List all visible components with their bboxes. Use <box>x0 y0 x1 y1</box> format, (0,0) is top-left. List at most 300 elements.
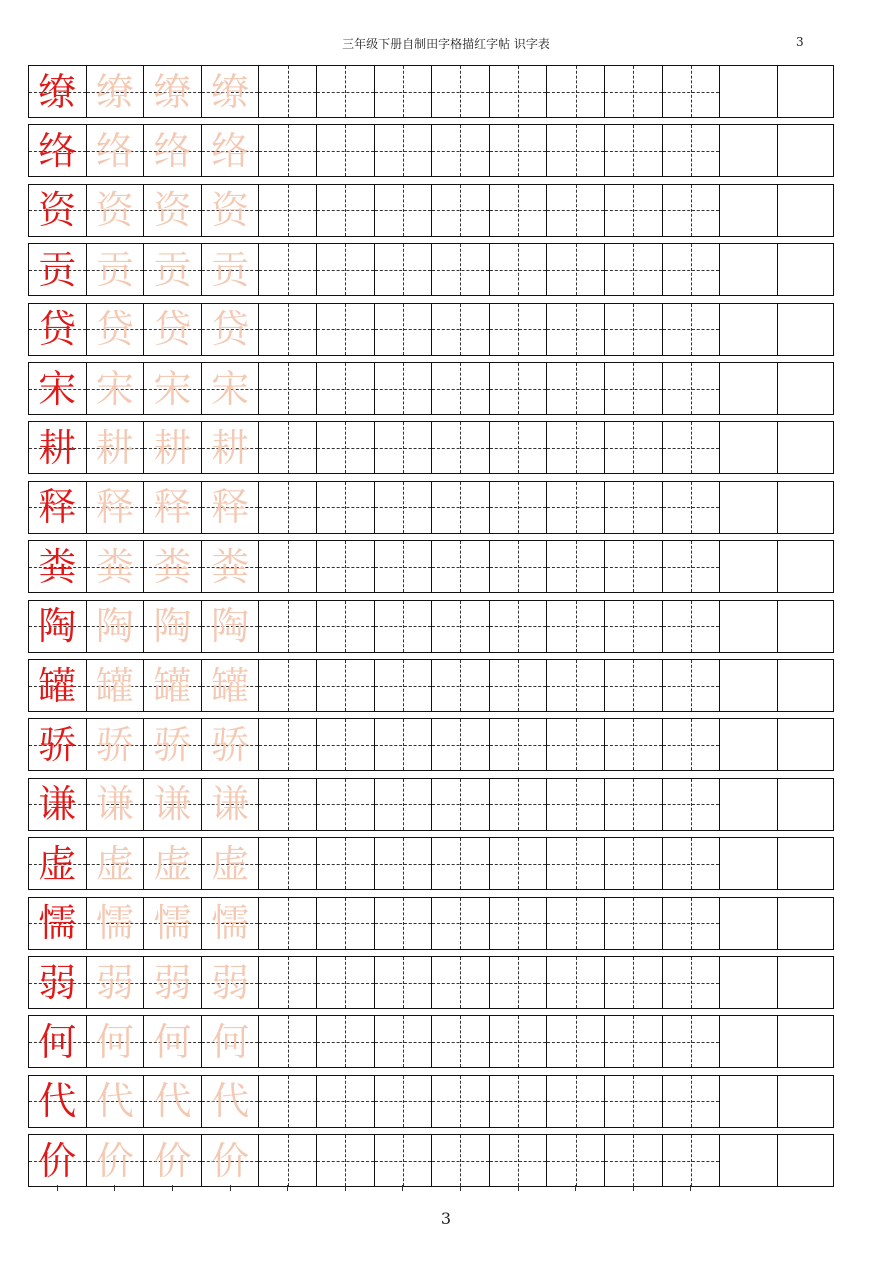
writing-cell[interactable] <box>316 660 374 711</box>
writing-cell[interactable] <box>258 125 316 176</box>
practice-row <box>28 1075 834 1128</box>
guide-line-vertical <box>345 125 346 176</box>
writing-cell[interactable] <box>546 125 604 176</box>
writing-cell[interactable] <box>489 1016 547 1067</box>
writing-cell[interactable] <box>431 898 489 949</box>
writing-cell[interactable] <box>431 66 489 117</box>
guide-line-vertical <box>633 898 634 949</box>
writing-cell[interactable] <box>374 1076 432 1127</box>
guide-line-vertical <box>518 304 519 355</box>
guide-line-vertical <box>518 1135 519 1186</box>
trace-character: 何 <box>211 1019 250 1064</box>
guide-line-vertical <box>691 1076 692 1127</box>
writing-cell[interactable] <box>777 185 834 236</box>
writing-cell[interactable] <box>719 125 777 176</box>
guide-line-vertical <box>403 898 404 949</box>
writing-cell[interactable] <box>719 541 777 592</box>
writing-cell[interactable] <box>489 363 547 414</box>
writing-cell[interactable] <box>431 185 489 236</box>
guide-line-vertical <box>518 898 519 949</box>
writing-cell[interactable] <box>777 660 834 711</box>
writing-cell[interactable] <box>431 1016 489 1067</box>
guide-line-vertical <box>460 125 461 176</box>
page-header-title: 三年级下册自制田字格描红字帖 识字表 <box>342 37 550 51</box>
writing-cell[interactable] <box>546 422 604 473</box>
writing-cell[interactable] <box>719 1076 777 1127</box>
writing-cell[interactable] <box>719 66 777 117</box>
writing-cell[interactable] <box>316 779 374 830</box>
writing-cell[interactable] <box>431 719 489 770</box>
writing-cell[interactable] <box>604 125 662 176</box>
writing-cell[interactable] <box>604 957 662 1008</box>
writing-cell[interactable] <box>777 898 834 949</box>
writing-cell[interactable] <box>719 660 777 711</box>
model-character: 缭 <box>38 69 77 114</box>
writing-cell[interactable] <box>719 719 777 770</box>
model-cell <box>28 304 86 355</box>
writing-cell[interactable] <box>604 1135 662 1186</box>
trace-character: 释 <box>95 485 134 530</box>
trace-character: 罐 <box>211 663 250 708</box>
writing-cell[interactable] <box>374 601 432 652</box>
writing-cell[interactable] <box>258 1076 316 1127</box>
writing-cell[interactable] <box>316 957 374 1008</box>
writing-cell[interactable] <box>374 1135 432 1186</box>
writing-cell[interactable] <box>316 601 374 652</box>
trace-character: 谦 <box>211 782 250 827</box>
writing-cell[interactable] <box>546 304 604 355</box>
trace-cell <box>201 66 259 117</box>
trace-cell <box>86 1076 144 1127</box>
trace-character: 罐 <box>95 663 134 708</box>
writing-cell[interactable] <box>374 838 432 889</box>
trace-character: 弱 <box>153 960 192 1005</box>
writing-cell[interactable] <box>546 541 604 592</box>
guide-line-vertical <box>403 66 404 117</box>
model-character: 懦 <box>38 901 77 946</box>
trace-cell <box>201 957 259 1008</box>
model-character: 耕 <box>38 425 77 470</box>
writing-cell[interactable] <box>662 957 720 1008</box>
writing-cell[interactable] <box>258 1016 316 1067</box>
bottom-guide-tick <box>633 1185 634 1191</box>
writing-cell[interactable] <box>431 304 489 355</box>
guide-line-vertical <box>345 185 346 236</box>
writing-cell[interactable] <box>604 1076 662 1127</box>
model-character: 何 <box>38 1019 77 1064</box>
writing-cell[interactable] <box>431 244 489 295</box>
writing-cell[interactable] <box>546 66 604 117</box>
writing-cell[interactable] <box>374 422 432 473</box>
writing-cell[interactable] <box>777 957 834 1008</box>
guide-line-vertical <box>518 422 519 473</box>
trace-character: 何 <box>153 1019 192 1064</box>
guide-line-vertical <box>633 363 634 414</box>
writing-cell[interactable] <box>374 541 432 592</box>
writing-cell[interactable] <box>546 185 604 236</box>
writing-cell[interactable] <box>604 66 662 117</box>
writing-cell[interactable] <box>719 244 777 295</box>
guide-line-vertical <box>633 957 634 1008</box>
writing-cell[interactable] <box>719 422 777 473</box>
writing-cell[interactable] <box>431 660 489 711</box>
practice-row <box>28 65 834 118</box>
writing-cell[interactable] <box>662 244 720 295</box>
practice-row <box>28 362 834 415</box>
trace-cell <box>201 719 259 770</box>
writing-cell[interactable] <box>546 1135 604 1186</box>
trace-character: 价 <box>153 1138 192 1183</box>
writing-cell[interactable] <box>719 957 777 1008</box>
writing-cell[interactable] <box>316 541 374 592</box>
trace-character: 价 <box>211 1138 250 1183</box>
writing-cell[interactable] <box>777 1135 834 1186</box>
writing-cell[interactable] <box>777 482 834 533</box>
trace-character: 贡 <box>153 247 192 292</box>
writing-cell[interactable] <box>431 1135 489 1186</box>
writing-cell[interactable] <box>604 838 662 889</box>
writing-cell[interactable] <box>777 66 834 117</box>
writing-cell[interactable] <box>546 719 604 770</box>
writing-cell[interactable] <box>662 482 720 533</box>
writing-cell[interactable] <box>604 779 662 830</box>
writing-cell[interactable] <box>489 1135 547 1186</box>
guide-line-vertical <box>576 601 577 652</box>
writing-cell[interactable] <box>258 244 316 295</box>
writing-cell[interactable] <box>662 304 720 355</box>
model-cell <box>28 422 86 473</box>
guide-line-vertical <box>691 125 692 176</box>
writing-cell[interactable] <box>489 719 547 770</box>
writing-cell[interactable] <box>258 957 316 1008</box>
guide-line-vertical <box>576 541 577 592</box>
trace-cell <box>143 304 201 355</box>
guide-line-vertical <box>691 363 692 414</box>
writing-cell[interactable] <box>719 1135 777 1186</box>
writing-cell[interactable] <box>604 898 662 949</box>
writing-cell[interactable] <box>604 363 662 414</box>
writing-cell[interactable] <box>374 304 432 355</box>
guide-line-vertical <box>460 719 461 770</box>
writing-cell[interactable] <box>546 957 604 1008</box>
writing-cell[interactable] <box>777 304 834 355</box>
writing-cell[interactable] <box>258 838 316 889</box>
writing-cell[interactable] <box>489 66 547 117</box>
writing-cell[interactable] <box>489 660 547 711</box>
trace-cell <box>86 1135 144 1186</box>
writing-cell[interactable] <box>316 363 374 414</box>
writing-cell[interactable] <box>489 244 547 295</box>
writing-cell[interactable] <box>258 66 316 117</box>
trace-cell <box>143 660 201 711</box>
writing-cell[interactable] <box>604 601 662 652</box>
writing-cell[interactable] <box>604 1016 662 1067</box>
writing-cell[interactable] <box>316 898 374 949</box>
writing-cell[interactable] <box>662 1076 720 1127</box>
writing-cell[interactable] <box>258 363 316 414</box>
writing-cell[interactable] <box>374 1016 432 1067</box>
writing-cell[interactable] <box>719 185 777 236</box>
writing-cell[interactable] <box>431 482 489 533</box>
writing-cell[interactable] <box>316 1076 374 1127</box>
model-cell <box>28 482 86 533</box>
writing-cell[interactable] <box>374 957 432 1008</box>
trace-cell <box>143 422 201 473</box>
writing-cell[interactable] <box>777 838 834 889</box>
trace-character: 释 <box>153 485 192 530</box>
writing-cell[interactable] <box>374 125 432 176</box>
trace-cell <box>86 482 144 533</box>
writing-cell[interactable] <box>316 304 374 355</box>
trace-character: 贡 <box>95 247 134 292</box>
writing-cell[interactable] <box>604 185 662 236</box>
writing-cell[interactable] <box>489 957 547 1008</box>
guide-line-vertical <box>288 838 289 889</box>
writing-cell[interactable] <box>258 601 316 652</box>
writing-cell[interactable] <box>604 660 662 711</box>
writing-cell[interactable] <box>546 601 604 652</box>
guide-line-vertical <box>518 541 519 592</box>
trace-character: 贷 <box>153 307 192 352</box>
writing-cell[interactable] <box>258 541 316 592</box>
writing-cell[interactable] <box>316 125 374 176</box>
writing-cell[interactable] <box>719 898 777 949</box>
writing-cell[interactable] <box>719 779 777 830</box>
trace-cell <box>86 363 144 414</box>
writing-cell[interactable] <box>719 1016 777 1067</box>
writing-cell[interactable] <box>258 422 316 473</box>
practice-row <box>28 1015 834 1068</box>
writing-cell[interactable] <box>374 482 432 533</box>
writing-cell[interactable] <box>662 185 720 236</box>
writing-cell[interactable] <box>258 660 316 711</box>
writing-cell[interactable] <box>662 779 720 830</box>
writing-cell[interactable] <box>489 422 547 473</box>
writing-cell[interactable] <box>374 898 432 949</box>
writing-cell[interactable] <box>662 601 720 652</box>
writing-cell[interactable] <box>374 779 432 830</box>
writing-cell[interactable] <box>431 363 489 414</box>
writing-cell[interactable] <box>662 1016 720 1067</box>
trace-cell <box>201 779 259 830</box>
guide-line-vertical <box>460 482 461 533</box>
writing-cell[interactable] <box>431 541 489 592</box>
trace-character: 耕 <box>211 425 250 470</box>
writing-cell[interactable] <box>604 719 662 770</box>
guide-line-vertical <box>288 482 289 533</box>
writing-cell[interactable] <box>719 601 777 652</box>
writing-cell[interactable] <box>777 779 834 830</box>
writing-cell[interactable] <box>604 244 662 295</box>
trace-cell <box>86 601 144 652</box>
writing-cell[interactable] <box>777 422 834 473</box>
writing-cell[interactable] <box>662 422 720 473</box>
writing-cell[interactable] <box>316 719 374 770</box>
guide-line-vertical <box>460 1135 461 1186</box>
guide-line-vertical <box>518 719 519 770</box>
writing-cell[interactable] <box>662 125 720 176</box>
guide-line-vertical <box>691 304 692 355</box>
guide-line-vertical <box>345 66 346 117</box>
writing-cell[interactable] <box>489 125 547 176</box>
writing-cell[interactable] <box>258 185 316 236</box>
writing-cell[interactable] <box>719 482 777 533</box>
guide-line-vertical <box>403 779 404 830</box>
writing-cell[interactable] <box>489 601 547 652</box>
writing-cell[interactable] <box>489 898 547 949</box>
practice-row <box>28 421 834 474</box>
writing-cell[interactable] <box>258 898 316 949</box>
writing-cell[interactable] <box>719 304 777 355</box>
guide-line-vertical <box>403 601 404 652</box>
writing-cell[interactable] <box>431 422 489 473</box>
writing-cell[interactable] <box>431 601 489 652</box>
guide-line-vertical <box>518 660 519 711</box>
trace-cell <box>86 719 144 770</box>
writing-cell[interactable] <box>489 185 547 236</box>
writing-cell[interactable] <box>316 482 374 533</box>
writing-cell[interactable] <box>546 482 604 533</box>
writing-cell[interactable] <box>489 838 547 889</box>
guide-line-vertical <box>460 601 461 652</box>
trace-character: 谦 <box>95 782 134 827</box>
writing-cell[interactable] <box>316 1135 374 1186</box>
writing-cell[interactable] <box>662 541 720 592</box>
writing-cell[interactable] <box>258 779 316 830</box>
writing-cell[interactable] <box>662 660 720 711</box>
writing-cell[interactable] <box>258 719 316 770</box>
writing-cell[interactable] <box>604 541 662 592</box>
model-cell <box>28 601 86 652</box>
guide-line-vertical <box>633 125 634 176</box>
writing-cell[interactable] <box>662 838 720 889</box>
trace-character: 络 <box>153 128 192 173</box>
model-cell <box>28 1135 86 1186</box>
writing-cell[interactable] <box>489 779 547 830</box>
bottom-guide-tick <box>287 1185 288 1191</box>
trace-character: 骄 <box>211 722 250 767</box>
practice-row <box>28 778 834 831</box>
guide-line-vertical <box>345 244 346 295</box>
guide-line-vertical <box>403 422 404 473</box>
trace-character: 贷 <box>211 307 250 352</box>
trace-character: 粪 <box>95 544 134 589</box>
writing-cell[interactable] <box>546 1016 604 1067</box>
writing-cell[interactable] <box>316 838 374 889</box>
writing-cell[interactable] <box>374 719 432 770</box>
writing-cell[interactable] <box>719 363 777 414</box>
writing-cell[interactable] <box>431 838 489 889</box>
writing-cell[interactable] <box>604 304 662 355</box>
writing-cell[interactable] <box>777 244 834 295</box>
trace-cell <box>201 125 259 176</box>
writing-cell[interactable] <box>662 66 720 117</box>
writing-cell[interactable] <box>546 660 604 711</box>
guide-line-vertical <box>460 66 461 117</box>
guide-line-vertical <box>691 601 692 652</box>
trace-character: 陶 <box>211 604 250 649</box>
practice-row <box>28 1134 834 1187</box>
guide-line-vertical <box>518 66 519 117</box>
writing-cell[interactable] <box>374 66 432 117</box>
writing-cell[interactable] <box>258 304 316 355</box>
writing-cell[interactable] <box>662 363 720 414</box>
writing-cell[interactable] <box>489 541 547 592</box>
writing-cell[interactable] <box>431 1076 489 1127</box>
guide-line-vertical <box>691 244 692 295</box>
writing-cell[interactable] <box>604 422 662 473</box>
guide-line-vertical <box>691 1135 692 1186</box>
writing-cell[interactable] <box>662 1135 720 1186</box>
writing-cell[interactable] <box>546 898 604 949</box>
writing-cell[interactable] <box>431 957 489 1008</box>
writing-cell[interactable] <box>604 482 662 533</box>
guide-line-vertical <box>345 838 346 889</box>
trace-cell <box>143 1076 201 1127</box>
writing-cell[interactable] <box>662 898 720 949</box>
trace-cell <box>143 125 201 176</box>
writing-cell[interactable] <box>777 601 834 652</box>
practice-row <box>28 481 834 534</box>
guide-line-vertical <box>460 838 461 889</box>
writing-cell[interactable] <box>489 304 547 355</box>
trace-cell <box>201 244 259 295</box>
writing-cell[interactable] <box>546 363 604 414</box>
writing-cell[interactable] <box>546 1076 604 1127</box>
writing-cell[interactable] <box>316 66 374 117</box>
bottom-guide-tick <box>575 1185 576 1191</box>
writing-cell[interactable] <box>489 1076 547 1127</box>
writing-cell[interactable] <box>777 363 834 414</box>
guide-line-vertical <box>576 660 577 711</box>
writing-cell[interactable] <box>374 660 432 711</box>
guide-line-vertical <box>633 1016 634 1067</box>
trace-character: 骄 <box>95 722 134 767</box>
writing-cell[interactable] <box>316 244 374 295</box>
writing-cell[interactable] <box>316 1016 374 1067</box>
writing-cell[interactable] <box>546 779 604 830</box>
guide-line-vertical <box>691 660 692 711</box>
writing-cell[interactable] <box>489 482 547 533</box>
writing-cell[interactable] <box>431 125 489 176</box>
writing-cell[interactable] <box>374 244 432 295</box>
writing-cell[interactable] <box>374 363 432 414</box>
writing-cell[interactable] <box>777 125 834 176</box>
writing-cell[interactable] <box>258 482 316 533</box>
trace-cell <box>86 125 144 176</box>
writing-cell[interactable] <box>777 719 834 770</box>
writing-cell[interactable] <box>258 1135 316 1186</box>
trace-cell <box>86 779 144 830</box>
guide-line-vertical <box>288 1016 289 1067</box>
writing-cell[interactable] <box>374 185 432 236</box>
writing-cell[interactable] <box>316 185 374 236</box>
bottom-guide-tick <box>345 1185 346 1191</box>
trace-cell <box>86 898 144 949</box>
writing-cell[interactable] <box>719 838 777 889</box>
trace-character: 资 <box>153 188 192 233</box>
writing-cell[interactable] <box>316 422 374 473</box>
guide-line-vertical <box>288 1135 289 1186</box>
guide-line-vertical <box>576 482 577 533</box>
writing-cell[interactable] <box>546 838 604 889</box>
writing-cell[interactable] <box>662 719 720 770</box>
writing-cell[interactable] <box>777 1076 834 1127</box>
writing-cell[interactable] <box>777 1016 834 1067</box>
writing-cell[interactable] <box>546 244 604 295</box>
writing-cell[interactable] <box>777 541 834 592</box>
writing-cell[interactable] <box>431 779 489 830</box>
